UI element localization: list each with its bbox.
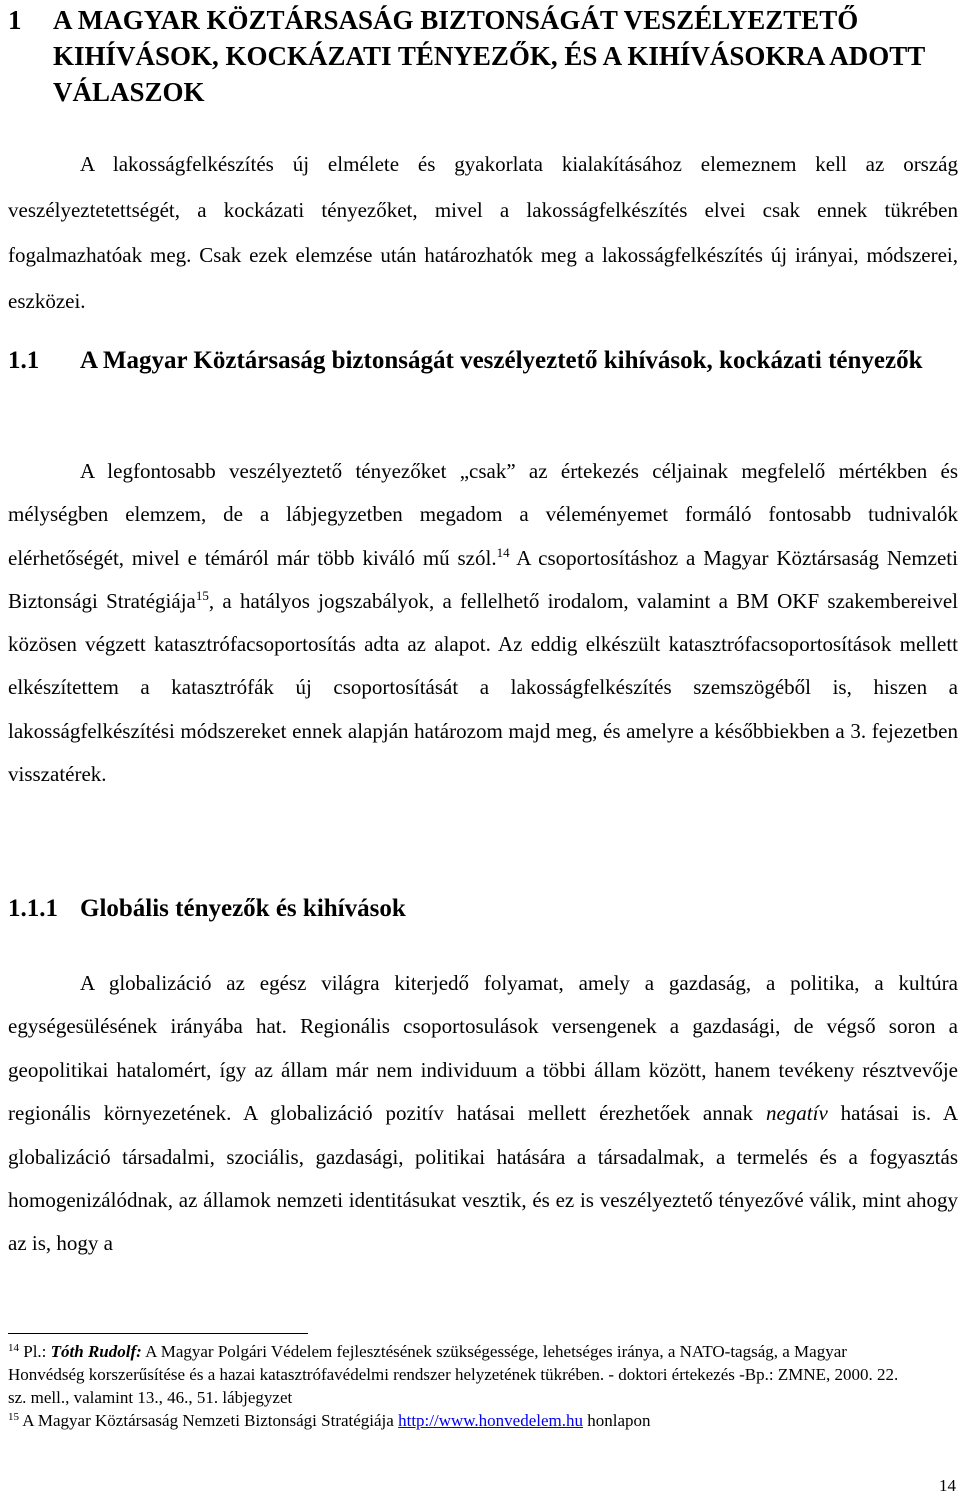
- section-title: A Magyar Köztársaság biztonságát veszélyeztető kihívások, kockázati tényezők: [80, 347, 923, 374]
- footnote-ref-14[interactable]: 14: [496, 544, 510, 560]
- chapter-heading: [8, 2, 958, 110]
- subsection-heading: [8, 893, 958, 925]
- footnote-number: 14: [8, 1342, 19, 1354]
- section-heading: [8, 345, 958, 377]
- section-text-c: , a hatályos jogszabályok, a fellelhető irodalom, valamint a BM OKF szakembereivel közösen végzett katasztrófacsoportosítás adta az alapot. Az eddig elkészült katasztrófacsoportosítások mellett elkészítettem a katasztrófák új csoportosítását a lakosságfelkészítés szemszögéből is, hiszen a lakosságfelkészítési módszereket ennek alapján határozom majd meg, és amelyre a későbbiekben a 3. fejezetben visszatérek.: [8, 588, 958, 787]
- honvedelem-link[interactable]: http://www.honvedelem.hu: [398, 1411, 584, 1430]
- chapter-number: 1: [8, 5, 22, 35]
- footnote-14: $^{14}$ Pl.: Tóth Rudolf: A Magyar Polgári Védelem fejlesztésének szükségessége, lehetséges iránya, a NATO-tagság, a Magyar Honvédség korszerűsítése és a hazai katasztrófavédelmi rendszer helyzetének tükrében. - doktori értekezés -Bp.: ZMNE, 2000. 22. sz. mell., valamint 13., 46., 51. lábjegyzet: [8, 1342, 899, 1407]
- section-number: 1.1: [8, 347, 40, 374]
- footnote-number: 15: [8, 1411, 19, 1423]
- footnotes: [8, 1340, 903, 1432]
- footnote-author: Tóth Rudolf:: [50, 1342, 142, 1361]
- emphasis-negativ: negatív: [765, 1101, 828, 1126]
- intro-text: A lakosságfelkészítés új elmélete és gyakorlata kialakításához elemeznem kell az ország veszélyeztetettségét, a kockázati tényezőket, mivel a lakosságfelkészítés elvei csak ennek tükrében fogalmazhatóak meg. Csak ezek elemzése után határozhatók meg a lakosságfelkészítés új irányai, módszerei, eszközei.: [8, 152, 958, 313]
- footnote-separator: [8, 1333, 308, 1334]
- footnote-ref-15[interactable]: 15: [195, 587, 209, 603]
- footnote-15: $^{15}$ A Magyar Köztársaság Nemzeti Biztonsági Stratégiája http://www.honvedelem.hu honlapon: [8, 1411, 651, 1430]
- intro-paragraph: [8, 142, 958, 324]
- section-text-a: A legfontosabb veszélyeztető tényezőket „csak” az értekezés céljainak megfelelő mértékben és mélységben elemzem, de a lábjegyzetben megadom a véleményemet formáló fontosabb tudnivalók elérhetőségét, mivel e témáról már több kiváló mű szól.: [8, 459, 958, 570]
- subsection-title: Globális tényezők és kihívások: [80, 895, 406, 922]
- page-number: 14: [939, 1476, 956, 1495]
- subsection-text-a: A globalizáció az egész világra kiterjedő folyamat, amely a gazdaság, a politika, a kultúra egységesülésének irányába hat. Regionális csoportosulások versengenek a gazdasági, de végső soron a geopolitikai hatalomért, így az állam már nem individuum a többi állam között, hanem tevékeny résztvevője regionális környezetének. A globalizáció pozitív hatásai mellett érezhetőek annak: [8, 971, 958, 1126]
- subsection-number: 1.1.1: [8, 895, 58, 922]
- subsection-text-b: hatásai is. A globalizáció társadalmi, szociális, gazdasági, politikai hatására a társadalmak, a termelés és a fogyasztás homogenizálódnak, az államok nemzeti identitásukat vesztik, és ez is veszélyeztető tényezővé válik, mint ahogy az is, hogy a: [8, 1101, 958, 1256]
- subsection-paragraph: [8, 962, 958, 1266]
- section-paragraph: [8, 450, 958, 796]
- chapter-title: A MAGYAR KÖZTÁRSASÁG BIZTONSÁGÁT VESZÉLYEZTETŐ KIHÍVÁSOK, KOCKÁZATI TÉNYEZŐK, ÉS A KIHÍVÁSOKRA ADOTT VÁLASZOK: [53, 5, 925, 107]
- section-text-b: A csoportosításhoz a Magyar Köztársaság Nemzeti Biztonsági Stratégiája: [8, 545, 958, 613]
